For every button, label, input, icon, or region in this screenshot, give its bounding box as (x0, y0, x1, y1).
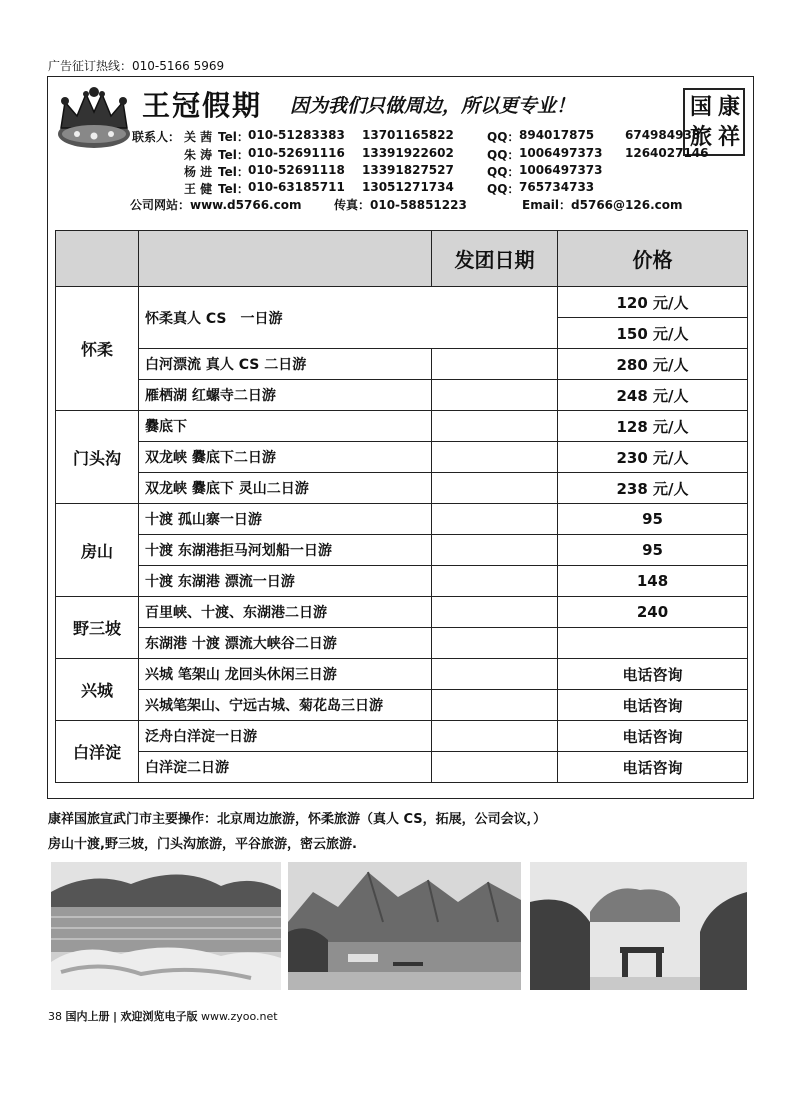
contact-mobile: 13051271734 (362, 180, 454, 194)
date-cell (432, 504, 558, 535)
contact-qq: 1006497373 (519, 163, 603, 177)
table-row (56, 566, 748, 597)
contact-qq: 894017875 (519, 128, 595, 142)
region-cell: 门头沟 (56, 411, 139, 504)
price-cell: 95 (558, 535, 748, 566)
footer-url[interactable]: www.zyoo.net (201, 1010, 278, 1023)
contact-tel: 010-51283383 (248, 128, 345, 142)
table-row (56, 380, 748, 411)
date-cell (432, 752, 558, 783)
price-cell: 电话咨询 (558, 752, 748, 783)
table-row (56, 349, 748, 380)
region-cell: 兴城 (56, 659, 139, 721)
contact-tel: 010-52691116 (248, 146, 345, 160)
date-cell (432, 597, 558, 628)
price-cell: 120 元/人 (558, 287, 748, 318)
table-row (56, 597, 748, 628)
route-cell: 百里峡、十渡、东湖港二日游 (139, 597, 432, 628)
tel-label: Tel： (218, 165, 249, 179)
route-cell: 东湖港 十渡 漂流大峡谷二日游 (139, 628, 432, 659)
seal-char-4: 祥 (718, 125, 741, 150)
route-cell: 兴城 笔架山 龙回头休闲三日游 (139, 659, 432, 690)
date-cell (432, 721, 558, 752)
page-number: 38 (48, 1010, 62, 1023)
route-cell: 白洋淀二日游 (139, 752, 432, 783)
route-cell: 兴城笔架山、宁远古城、菊花岛三日游 (139, 690, 432, 721)
table-row (56, 442, 748, 473)
contact-name: 关 茜 (184, 130, 213, 144)
table-row (56, 690, 748, 721)
qq-label: QQ： (487, 148, 520, 162)
footer-tagline: 欢迎浏览电子版 (120, 1010, 198, 1023)
price-cell: 95 (558, 504, 748, 535)
route-cell: 白河漂流 真人 CS 二日游 (139, 349, 432, 380)
route-cell: 雁栖湖 红螺寺二日游 (139, 380, 432, 411)
temple-gate-photo (530, 862, 747, 990)
table-header-row (56, 231, 748, 287)
date-cell (432, 566, 558, 597)
section-label: 国内上册 (65, 1010, 110, 1023)
tel-label: Tel： (218, 130, 249, 144)
price-cell: 128 元/人 (558, 411, 748, 442)
table-row (56, 628, 748, 659)
region-cell: 白洋淀 (56, 721, 139, 783)
route-cell: 双龙峡 爨底下二日游 (139, 442, 432, 473)
table-row (56, 504, 748, 535)
brand-title: 王冠假期 (142, 89, 263, 122)
date-cell (432, 411, 558, 442)
header-route (139, 231, 432, 287)
slogan: 因为我们只做周边，所以更专业！ (290, 95, 576, 117)
table-row (56, 473, 748, 504)
qq-label: QQ： (487, 165, 520, 179)
price-cell: 148 (558, 566, 748, 597)
price-cell: 238 元/人 (558, 473, 748, 504)
contact-mobile: 13391922602 (362, 146, 454, 160)
price-cell: 280 元/人 (558, 349, 748, 380)
operations-line-2: 房山十渡,野三坡，门头沟旅游，平谷旅游，密云旅游. (48, 837, 357, 852)
ad-hotline: 广告征订热线：010-5166 5969 (48, 59, 225, 73)
region-cell: 怀柔 (56, 287, 139, 411)
price-cell (558, 628, 748, 659)
footer-separator: | (113, 1010, 118, 1023)
contact-qq2: 1264027146 (625, 146, 709, 160)
contact-mobile: 13701165822 (362, 128, 454, 142)
contact-qq2: 674984938 (625, 128, 701, 142)
crown-icon (55, 84, 133, 152)
contact-name: 杨 进 (184, 165, 213, 179)
table-row (56, 287, 748, 318)
region-cell: 野三坡 (56, 597, 139, 659)
route-cell: 双龙峡 爨底下 灵山二日游 (139, 473, 432, 504)
contact-tel: 010-52691118 (248, 163, 345, 177)
tel-label: Tel： (218, 148, 249, 162)
price-cell: 电话咨询 (558, 659, 748, 690)
table-row (56, 752, 748, 783)
price-cell: 电话咨询 (558, 721, 748, 752)
price-cell: 电话咨询 (558, 690, 748, 721)
route-cell: 十渡 东湖港 漂流一日游 (139, 566, 432, 597)
contact-qq: 1006497373 (519, 146, 603, 160)
contact-qq: 765734733 (519, 180, 595, 194)
price-cell: 230 元/人 (558, 442, 748, 473)
header-departure-date: 发团日期 (432, 231, 558, 287)
contact-tel: 010-63185711 (248, 180, 345, 194)
route-cell: 十渡 孤山寨一日游 (139, 504, 432, 535)
header-price: 价格 (558, 231, 748, 287)
seal-char-2: 康 (718, 95, 741, 120)
date-cell (432, 628, 558, 659)
date-cell (432, 690, 558, 721)
seal-char-3: 旅 (690, 125, 713, 150)
contact-name: 朱 涛 (184, 148, 213, 162)
qq-label: QQ： (487, 182, 520, 196)
date-cell (432, 659, 558, 690)
region-cell: 房山 (56, 504, 139, 597)
mountain-river-photo (288, 862, 521, 990)
operations-text (48, 807, 546, 857)
seal-char-1: 国 (690, 95, 713, 120)
route-cell: 十渡 东湖港拒马河划船一日游 (139, 535, 432, 566)
price-cell: 240 (558, 597, 748, 628)
website-row (130, 196, 730, 212)
page-footer (48, 1008, 278, 1024)
date-cell (432, 535, 558, 566)
lake-photo (51, 862, 281, 990)
contact-label: 联系人： (132, 130, 181, 144)
date-cell (432, 473, 558, 504)
qq-label: QQ： (487, 130, 520, 144)
fax: 传真：010-58851223 (334, 198, 467, 212)
email-link[interactable]: Email：d5766@126.com (522, 198, 683, 212)
table-row (56, 659, 748, 690)
route-cell: 怀柔真人 CS 一日游 (139, 287, 558, 349)
price-table (55, 230, 748, 783)
route-cell: 爨底下 (139, 411, 432, 442)
table-row (56, 411, 748, 442)
tel-label: Tel： (218, 182, 249, 196)
table-row (56, 535, 748, 566)
header-region (56, 231, 139, 287)
contact-mobile: 13391827527 (362, 163, 454, 177)
date-cell (432, 349, 558, 380)
contact-name: 王 健 (184, 182, 213, 196)
table-row (56, 721, 748, 752)
website-link[interactable]: 公司网站：www.d5766.com (130, 198, 302, 212)
price-cell: 248 元/人 (558, 380, 748, 411)
price-cell: 150 元/人 (558, 318, 748, 349)
route-cell: 泛舟白洋淀一日游 (139, 721, 432, 752)
operations-line-1: 康祥国旅宣武门市主要操作：北京周边旅游，怀柔旅游（真人 CS，拓展，公司会议，） (48, 812, 547, 827)
date-cell (432, 442, 558, 473)
date-cell (432, 380, 558, 411)
